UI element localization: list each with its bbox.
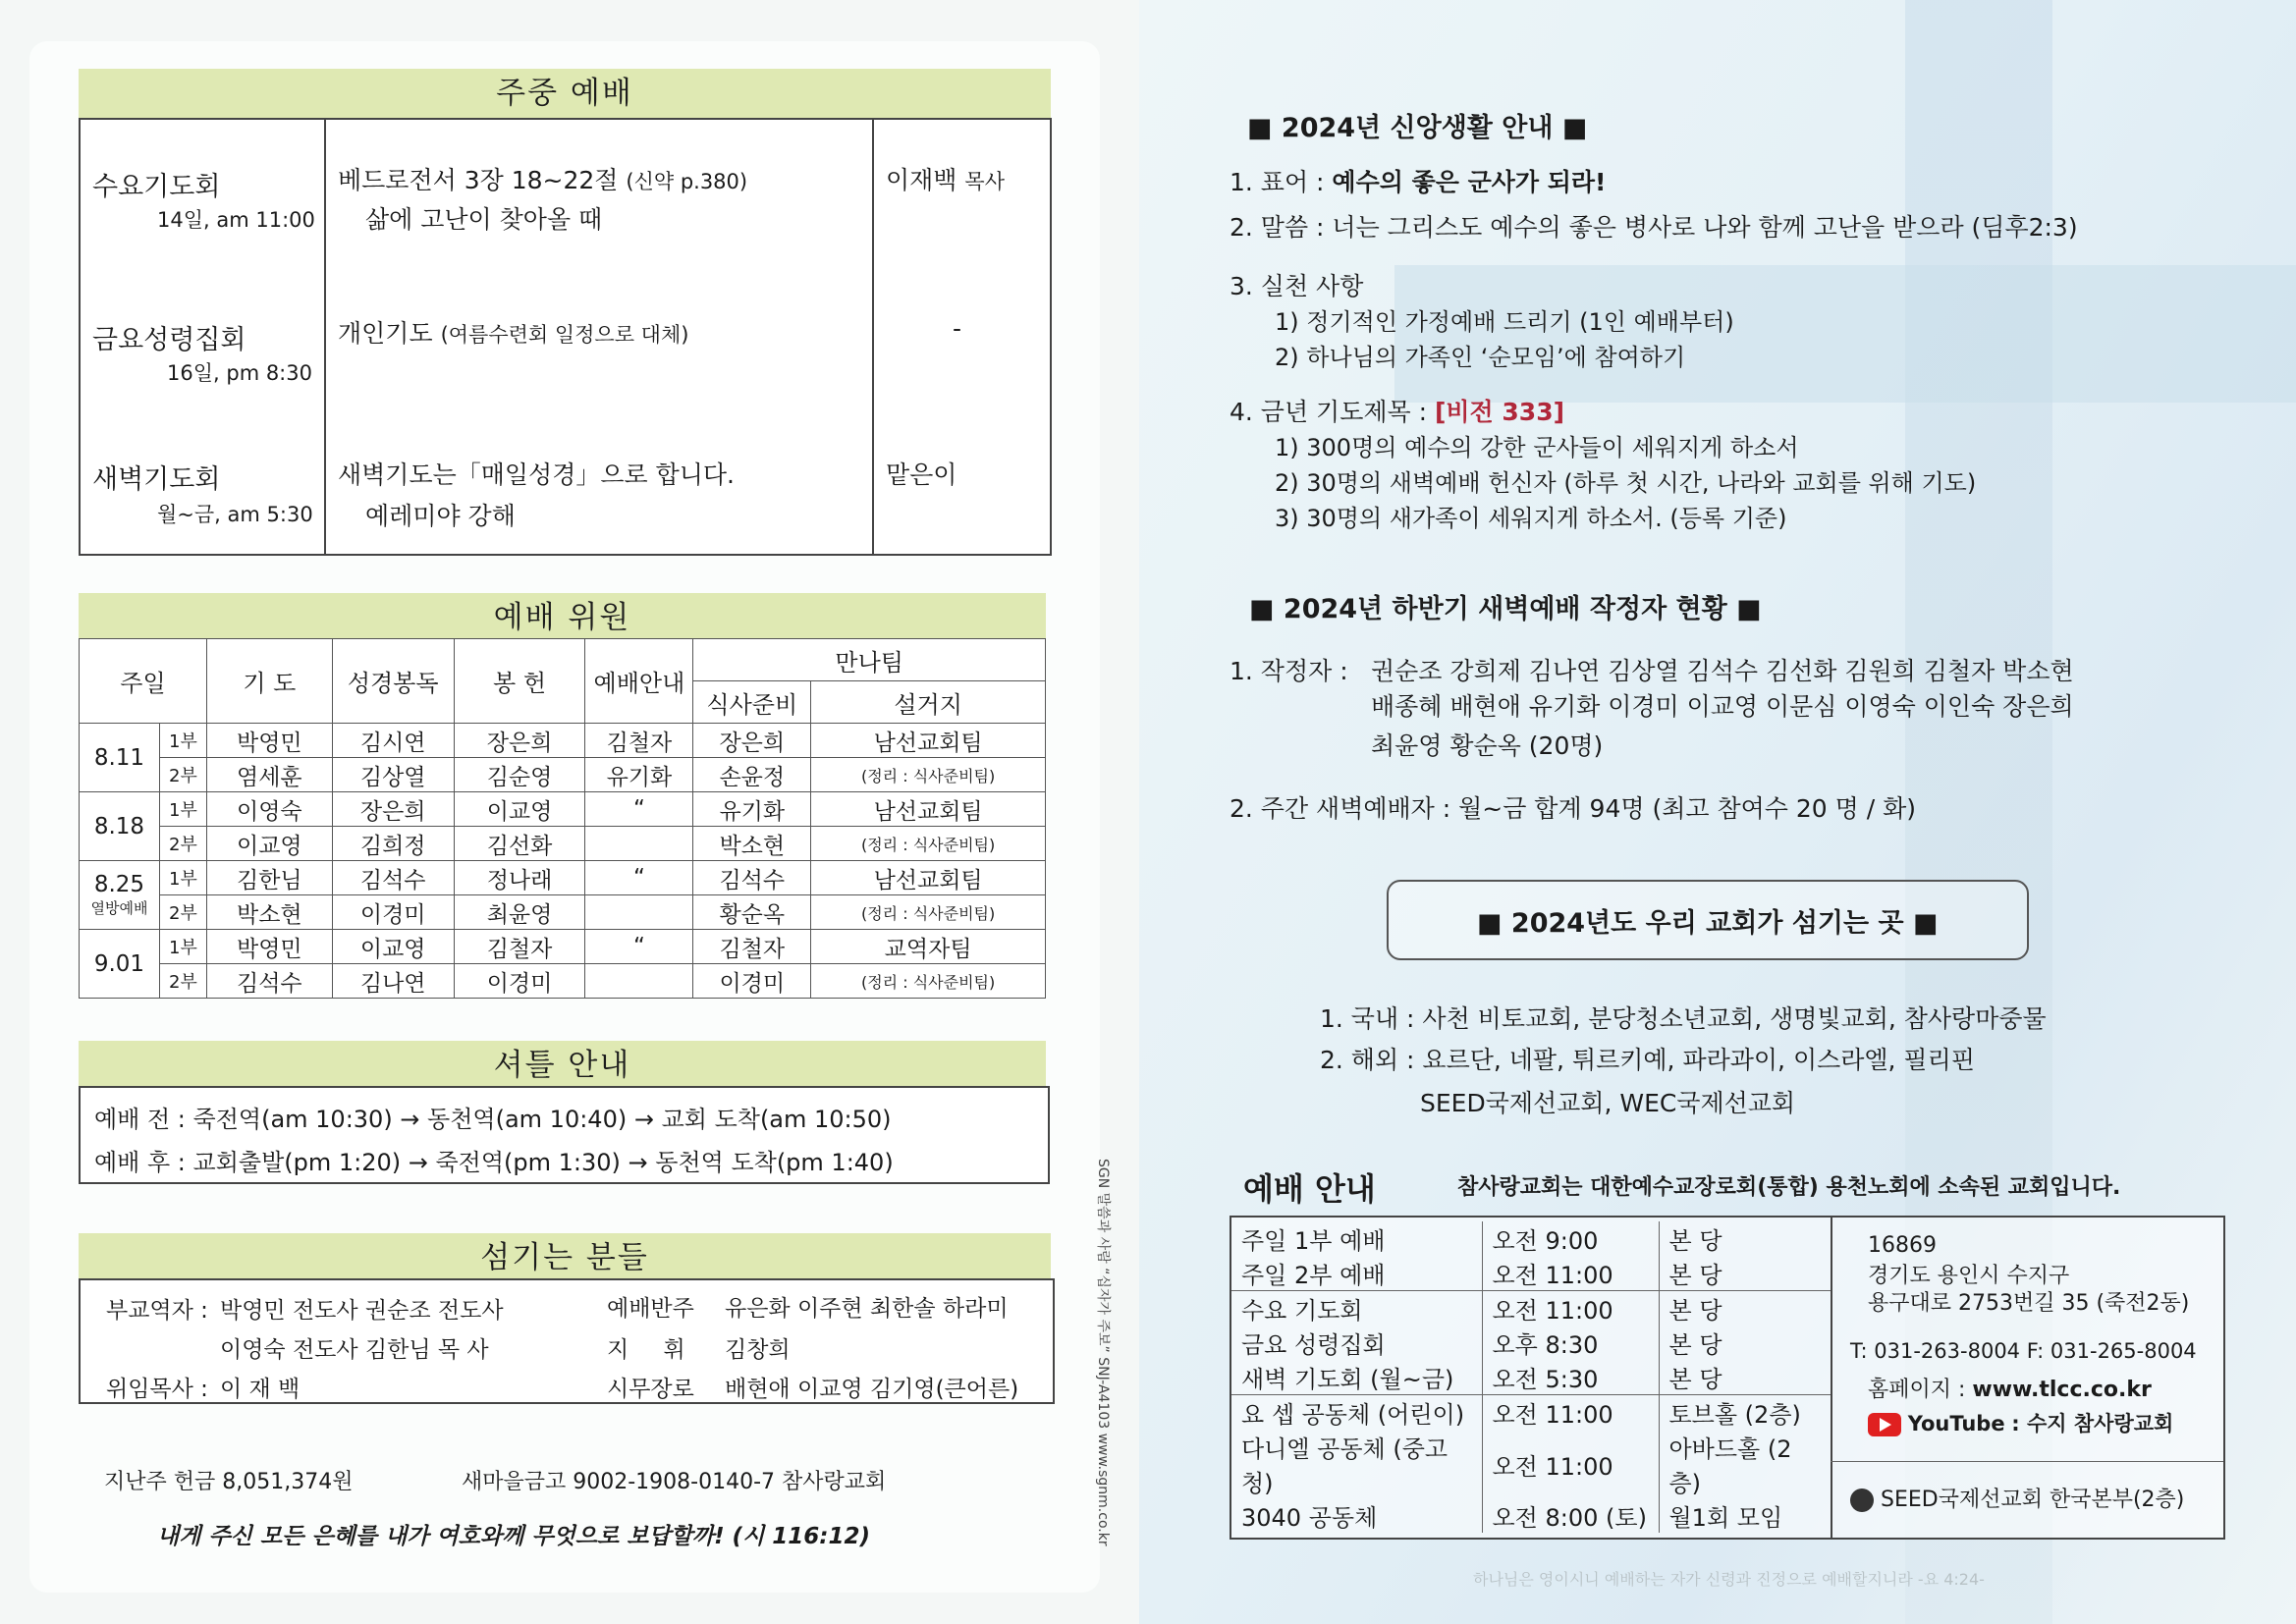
- service-name: 다니엘 공동체 (중고청): [1241, 1435, 1449, 1497]
- col-reading: 성경봉독: [332, 639, 454, 724]
- worship-time: 월~금, am 5:30: [157, 503, 313, 526]
- worship-preacher: 이재백 목사: [886, 166, 1005, 194]
- col-dish: 설거지: [811, 681, 1046, 724]
- servants-box: [79, 1278, 1055, 1404]
- guide-cell: [585, 827, 693, 861]
- service-place: 본 당: [1659, 1360, 1831, 1395]
- offering-cell: 이교영: [454, 792, 585, 827]
- prayer-cell: 김석수: [206, 964, 332, 999]
- table-row: [80, 827, 1046, 861]
- service-name: 3040 공동체: [1241, 1504, 1378, 1532]
- col-guide: 예배안내: [585, 639, 693, 724]
- worship-name: 수요기도회: [92, 172, 221, 202]
- seed-logo-icon: [1850, 1489, 1874, 1512]
- faith-item-2: 2. 말씀 : 너는 그리스도 예수의 좋은 병사로 나와 함께 고난을 받으라 (딤후2:3): [1230, 213, 2078, 242]
- service-place: 본 당: [1659, 1326, 1831, 1360]
- offering-cell: 정나래: [454, 861, 585, 895]
- offering-cell: 장은희: [454, 724, 585, 758]
- date-cell: 9.01: [80, 930, 160, 999]
- meal-cell: 김석수: [693, 861, 811, 895]
- dish-cell: 남선교회팀: [811, 792, 1046, 827]
- assoc-label: 부교역자 :: [106, 1298, 208, 1324]
- part-label: 2부: [159, 827, 206, 861]
- shuttle-after: 예배 후 : 교회출발(pm 1:20) → 죽전역(pm 1:30) → 동천역 도착(pm 1:40): [94, 1149, 894, 1176]
- service-time: 오전 8:00 (토): [1482, 1498, 1659, 1533]
- service-name: 요 셉 공동체 (어린이): [1241, 1401, 1465, 1429]
- worship-preacher: -: [953, 314, 962, 343]
- youtube-icon: [1868, 1413, 1901, 1436]
- worship-text: 새벽기도는「매일성경」으로 합니다.: [338, 460, 735, 489]
- worship-name: 금요성령집회: [92, 325, 246, 355]
- closing-verse: 내게 주신 모든 은혜를 내가 여호와께 무엇으로 보답할까! (시 116:12): [157, 1524, 871, 1549]
- table-row: [1231, 1498, 1831, 1533]
- service-name: 새벽 기도회 (월~금): [1241, 1366, 1454, 1393]
- missions-title: ■ 2024년도 우리 교회가 섬기는 곳 ■: [1477, 908, 1939, 939]
- service-time: 오전 11:00: [1482, 1291, 1659, 1326]
- service-place: 본 당: [1659, 1256, 1831, 1291]
- dawn-pledge-line-3: 최윤영 황순옥 (20명): [1371, 731, 1604, 760]
- guide-cell: “: [585, 930, 693, 964]
- service-place: 월1회 모임: [1659, 1498, 1831, 1533]
- worship-sermon: 예레미야 강해: [365, 502, 516, 530]
- service-name: 주일 2부 예배: [1241, 1262, 1386, 1289]
- elder-label: 시무장로: [607, 1377, 694, 1402]
- table-row: [1231, 1256, 1831, 1291]
- faith-item-4: 4. 금년 기도제목 : [비전 333]: [1230, 398, 1565, 426]
- reading-cell: 김희정: [332, 827, 454, 861]
- dawn-weekly-count: 2. 주간 새벽예배자 : 월~금 합계 94명 (최고 참여수 20 명 / 화): [1230, 794, 1916, 823]
- worship-preacher: 맡은이: [886, 460, 957, 489]
- missions-domestic: 1. 국내 : 사천 비토교회, 분당청소년교회, 생명빛교회, 참사랑마중물: [1320, 1004, 2047, 1033]
- reading-cell: 장은희: [332, 792, 454, 827]
- servants-header: 섬기는 분들: [79, 1233, 1051, 1282]
- prayer-cell: 염세훈: [206, 758, 332, 792]
- faith-item-4-3: 3) 30명의 새가족이 세워지게 하소서. (등록 기준): [1275, 505, 1787, 532]
- table-row: [1231, 1326, 1831, 1360]
- reading-cell: 김석수: [332, 861, 454, 895]
- dish-cell: 남선교회팀: [811, 861, 1046, 895]
- meal-cell: 황순옥: [693, 895, 811, 930]
- service-place: 본 당: [1659, 1291, 1831, 1326]
- conductor-name: 김창희: [725, 1337, 791, 1363]
- zip-code: 16869: [1868, 1233, 1937, 1258]
- weekly-worship-header: 주중 예배: [79, 69, 1051, 118]
- dish-cell: 남선교회팀: [811, 724, 1046, 758]
- part-label: 1부: [159, 861, 206, 895]
- part-label: 1부: [159, 930, 206, 964]
- dawn-pledge-line-1: 권순조 강희제 김나연 김상열 김석수 김선화 김원희 김철자 박소현: [1371, 657, 2074, 685]
- worship-time: 16일, pm 8:30: [167, 361, 312, 385]
- service-time: 오전 9:00: [1482, 1221, 1659, 1256]
- part-label: 1부: [159, 724, 206, 758]
- table-row: [1231, 1395, 1831, 1431]
- pastor-name: 이 재 백: [220, 1377, 301, 1402]
- guide-cell: 김철자: [585, 724, 693, 758]
- date-cell: 8.18: [80, 792, 160, 861]
- dawn-pledge-line-2: 배종혜 배현애 유기화 이경미 이교영 이문심 이영숙 이인숙 장은희: [1371, 692, 2074, 721]
- seed-office: SEED국제선교회 한국본부(2층): [1850, 1483, 2184, 1513]
- prayer-cell: 박소현: [206, 895, 332, 930]
- staff-header: 예배 위원: [79, 593, 1046, 642]
- offering-cell: 김순영: [454, 758, 585, 792]
- faith-item-3: 3. 실천 사항: [1230, 272, 1364, 300]
- staff-table: [79, 638, 1046, 999]
- service-place: 본 당: [1659, 1221, 1831, 1256]
- service-info-box: [1230, 1216, 2225, 1540]
- service-place: 아바드홀 (2층): [1659, 1430, 1831, 1498]
- part-label: 2부: [159, 895, 206, 930]
- table-row: [80, 930, 1046, 964]
- service-time: 오전 11:00: [1482, 1430, 1659, 1498]
- col-offering: 봉 헌: [454, 639, 585, 724]
- table-row: [80, 895, 1046, 930]
- reading-cell: 김시연: [332, 724, 454, 758]
- faith-item-4-1: 1) 300명의 예수의 강한 군사들이 세워지게 하소서: [1275, 434, 1799, 461]
- address-line-2: 용구대로 2753번길 35 (죽전2동): [1868, 1291, 2190, 1316]
- table-row: [1231, 1430, 1831, 1498]
- guide-cell: 유기화: [585, 758, 693, 792]
- service-place: 토브홀 (2층): [1659, 1395, 1831, 1431]
- part-label: 1부: [159, 792, 206, 827]
- faith-item-3-1: 1) 정기적인 가정예배 드리기 (1인 예배부터): [1275, 308, 1734, 336]
- address-line-1: 경기도 용인시 수지구: [1868, 1264, 2070, 1288]
- service-name: 금요 성령집회: [1241, 1331, 1386, 1359]
- table-row: [80, 861, 1046, 895]
- part-label: 2부: [159, 758, 206, 792]
- service-info-title: 예배 안내: [1243, 1170, 1376, 1208]
- offering-cell: 이경미: [454, 964, 585, 999]
- table-row: [80, 758, 1046, 792]
- col-prayer: 기 도: [206, 639, 332, 724]
- faith-item-3-2: 2) 하나님의 가족인 ‘순모임’에 참여하기: [1275, 344, 1686, 371]
- accompanist-names: 유은화 이주현 최한솔 하라미: [725, 1296, 1009, 1322]
- service-name: 수요 기도회: [1241, 1297, 1363, 1325]
- reading-cell: 이경미: [332, 895, 454, 930]
- meal-cell: 장은희: [693, 724, 811, 758]
- meal-cell: 손윤정: [693, 758, 811, 792]
- dish-sub-cell: (정리 : 식사준비팀): [811, 827, 1046, 861]
- guide-cell: [585, 895, 693, 930]
- homepage[interactable]: 홈페이지 : www.tlcc.co.kr: [1868, 1378, 2152, 1402]
- table-row: [1231, 1360, 1831, 1395]
- prayer-cell: 이영숙: [206, 792, 332, 827]
- phone-fax: T: 031-263-8004 F: 031-265-8004: [1850, 1339, 2197, 1363]
- offering-cell: 최윤영: [454, 895, 585, 930]
- denomination-text: 참사랑교회는 대한예수교장로회(통합) 용천노회에 소속된 교회입니다.: [1457, 1175, 2121, 1200]
- accompanist-label: 예배반주: [607, 1296, 694, 1322]
- service-time: 오후 8:30: [1482, 1326, 1659, 1360]
- faith-item-4-2: 2) 30명의 새벽예배 헌신자 (하루 첫 시간, 나라와 교회를 위해 기도): [1275, 469, 1977, 497]
- prayer-cell: 박영민: [206, 724, 332, 758]
- col-meal: 식사준비: [693, 681, 811, 724]
- meal-cell: 유기화: [693, 792, 811, 827]
- reading-cell: 이교영: [332, 930, 454, 964]
- missions-overseas: 2. 해외 : 요르단, 네팔, 튀르키예, 파라과이, 이스라엘, 필리핀: [1320, 1046, 1975, 1074]
- service-time: 오전 5:30: [1482, 1360, 1659, 1395]
- bank-account: 새마을금고 9002-1908-0140-7 참사랑교회: [462, 1470, 887, 1494]
- guide-cell: “: [585, 792, 693, 827]
- prayer-cell: 이교영: [206, 827, 332, 861]
- missions-overseas-2: SEED국제선교회, WEC국제선교회: [1420, 1089, 1796, 1117]
- service-name: 주일 1부 예배: [1241, 1227, 1386, 1255]
- col-sunday: 주일: [80, 639, 207, 724]
- guide-cell: [585, 964, 693, 999]
- dish-cell: 교역자팀: [811, 930, 1046, 964]
- shuttle-before: 예배 전 : 죽전역(am 10:30) → 동천역(am 10:40) → 교회 도착(am 10:50): [94, 1106, 892, 1133]
- conductor-label: 지 휘: [607, 1337, 699, 1363]
- guide-cell: “: [585, 861, 693, 895]
- prayer-cell: 김한님: [206, 861, 332, 895]
- meal-cell: 김철자: [693, 930, 811, 964]
- prayer-cell: 박영민: [206, 930, 332, 964]
- meal-cell: 박소현: [693, 827, 811, 861]
- service-time: 오전 11:00: [1482, 1256, 1659, 1291]
- table-row: [80, 792, 1046, 827]
- service-time: 오전 11:00: [1482, 1395, 1659, 1431]
- offering-total: 지난주 헌금 8,051,374원: [104, 1470, 354, 1494]
- col-manna-team: 만나팀: [693, 639, 1046, 681]
- faith-item-1: 1. 표어 : 예수의 좋은 군사가 되라!: [1230, 168, 1607, 196]
- reading-cell: 김상열: [332, 758, 454, 792]
- dawn-title: ■ 2024년 하반기 새벽예배 작정자 현황 ■: [1249, 594, 1762, 624]
- publisher-print: SGN 말씀과 사람 “십자가 주보” SNJ-A4103 www.sgnm.co.kr: [1095, 1159, 1111, 1546]
- dawn-pledge-label: 1. 작정자 :: [1230, 657, 1348, 685]
- dish-sub-cell: (정리 : 식사준비팀): [811, 758, 1046, 792]
- shuttle-header: 셔틀 안내: [79, 1041, 1046, 1090]
- footer-verse: 하나님은 영이시니 예배하는 자가 신령과 진정으로 예배할지니라 -요 4:24-: [1473, 1570, 1985, 1589]
- table-row: [1231, 1291, 1831, 1326]
- pastor-label: 위임목사 :: [106, 1377, 208, 1402]
- table-row: [80, 964, 1046, 999]
- worship-text: 베드로전서 3장 18~22절 (신약 p.380): [338, 166, 748, 194]
- service-schedule-table: [1231, 1221, 1831, 1533]
- offering-cell: 김철자: [454, 930, 585, 964]
- shuttle-box: [79, 1086, 1050, 1184]
- table-row: [80, 724, 1046, 758]
- faith-title: ■ 2024년 신앙생활 안내 ■: [1247, 113, 1588, 143]
- table-row: [1231, 1221, 1831, 1256]
- elder-names: 배현애 이교영 김기영(큰어른): [725, 1377, 1019, 1402]
- worship-name: 새벽기도회: [92, 464, 221, 495]
- worship-time: 14일, am 11:00: [157, 208, 315, 232]
- dish-sub-cell: (정리 : 식사준비팀): [811, 964, 1046, 999]
- reading-cell: 김나연: [332, 964, 454, 999]
- meal-cell: 이경미: [693, 964, 811, 999]
- assoc-names-2: 이영숙 전도사 김한님 목 사: [220, 1337, 489, 1363]
- part-label: 2부: [159, 964, 206, 999]
- date-cell: 8.11: [80, 724, 160, 792]
- offering-cell: 김선화: [454, 827, 585, 861]
- youtube-link[interactable]: YouTube : 수지 참사랑교회: [1868, 1408, 2173, 1437]
- assoc-names-1: 박영민 전도사 권순조 전도사: [220, 1298, 504, 1324]
- weekly-worship-table: [79, 118, 1052, 556]
- dish-sub-cell: (정리 : 식사준비팀): [811, 895, 1046, 930]
- worship-text: 개인기도 (여름수련회 일정으로 대체): [338, 319, 689, 348]
- worship-sermon: 삶에 고난이 찾아올 때: [365, 205, 603, 234]
- date-cell: 8.25 열방예배: [80, 861, 160, 930]
